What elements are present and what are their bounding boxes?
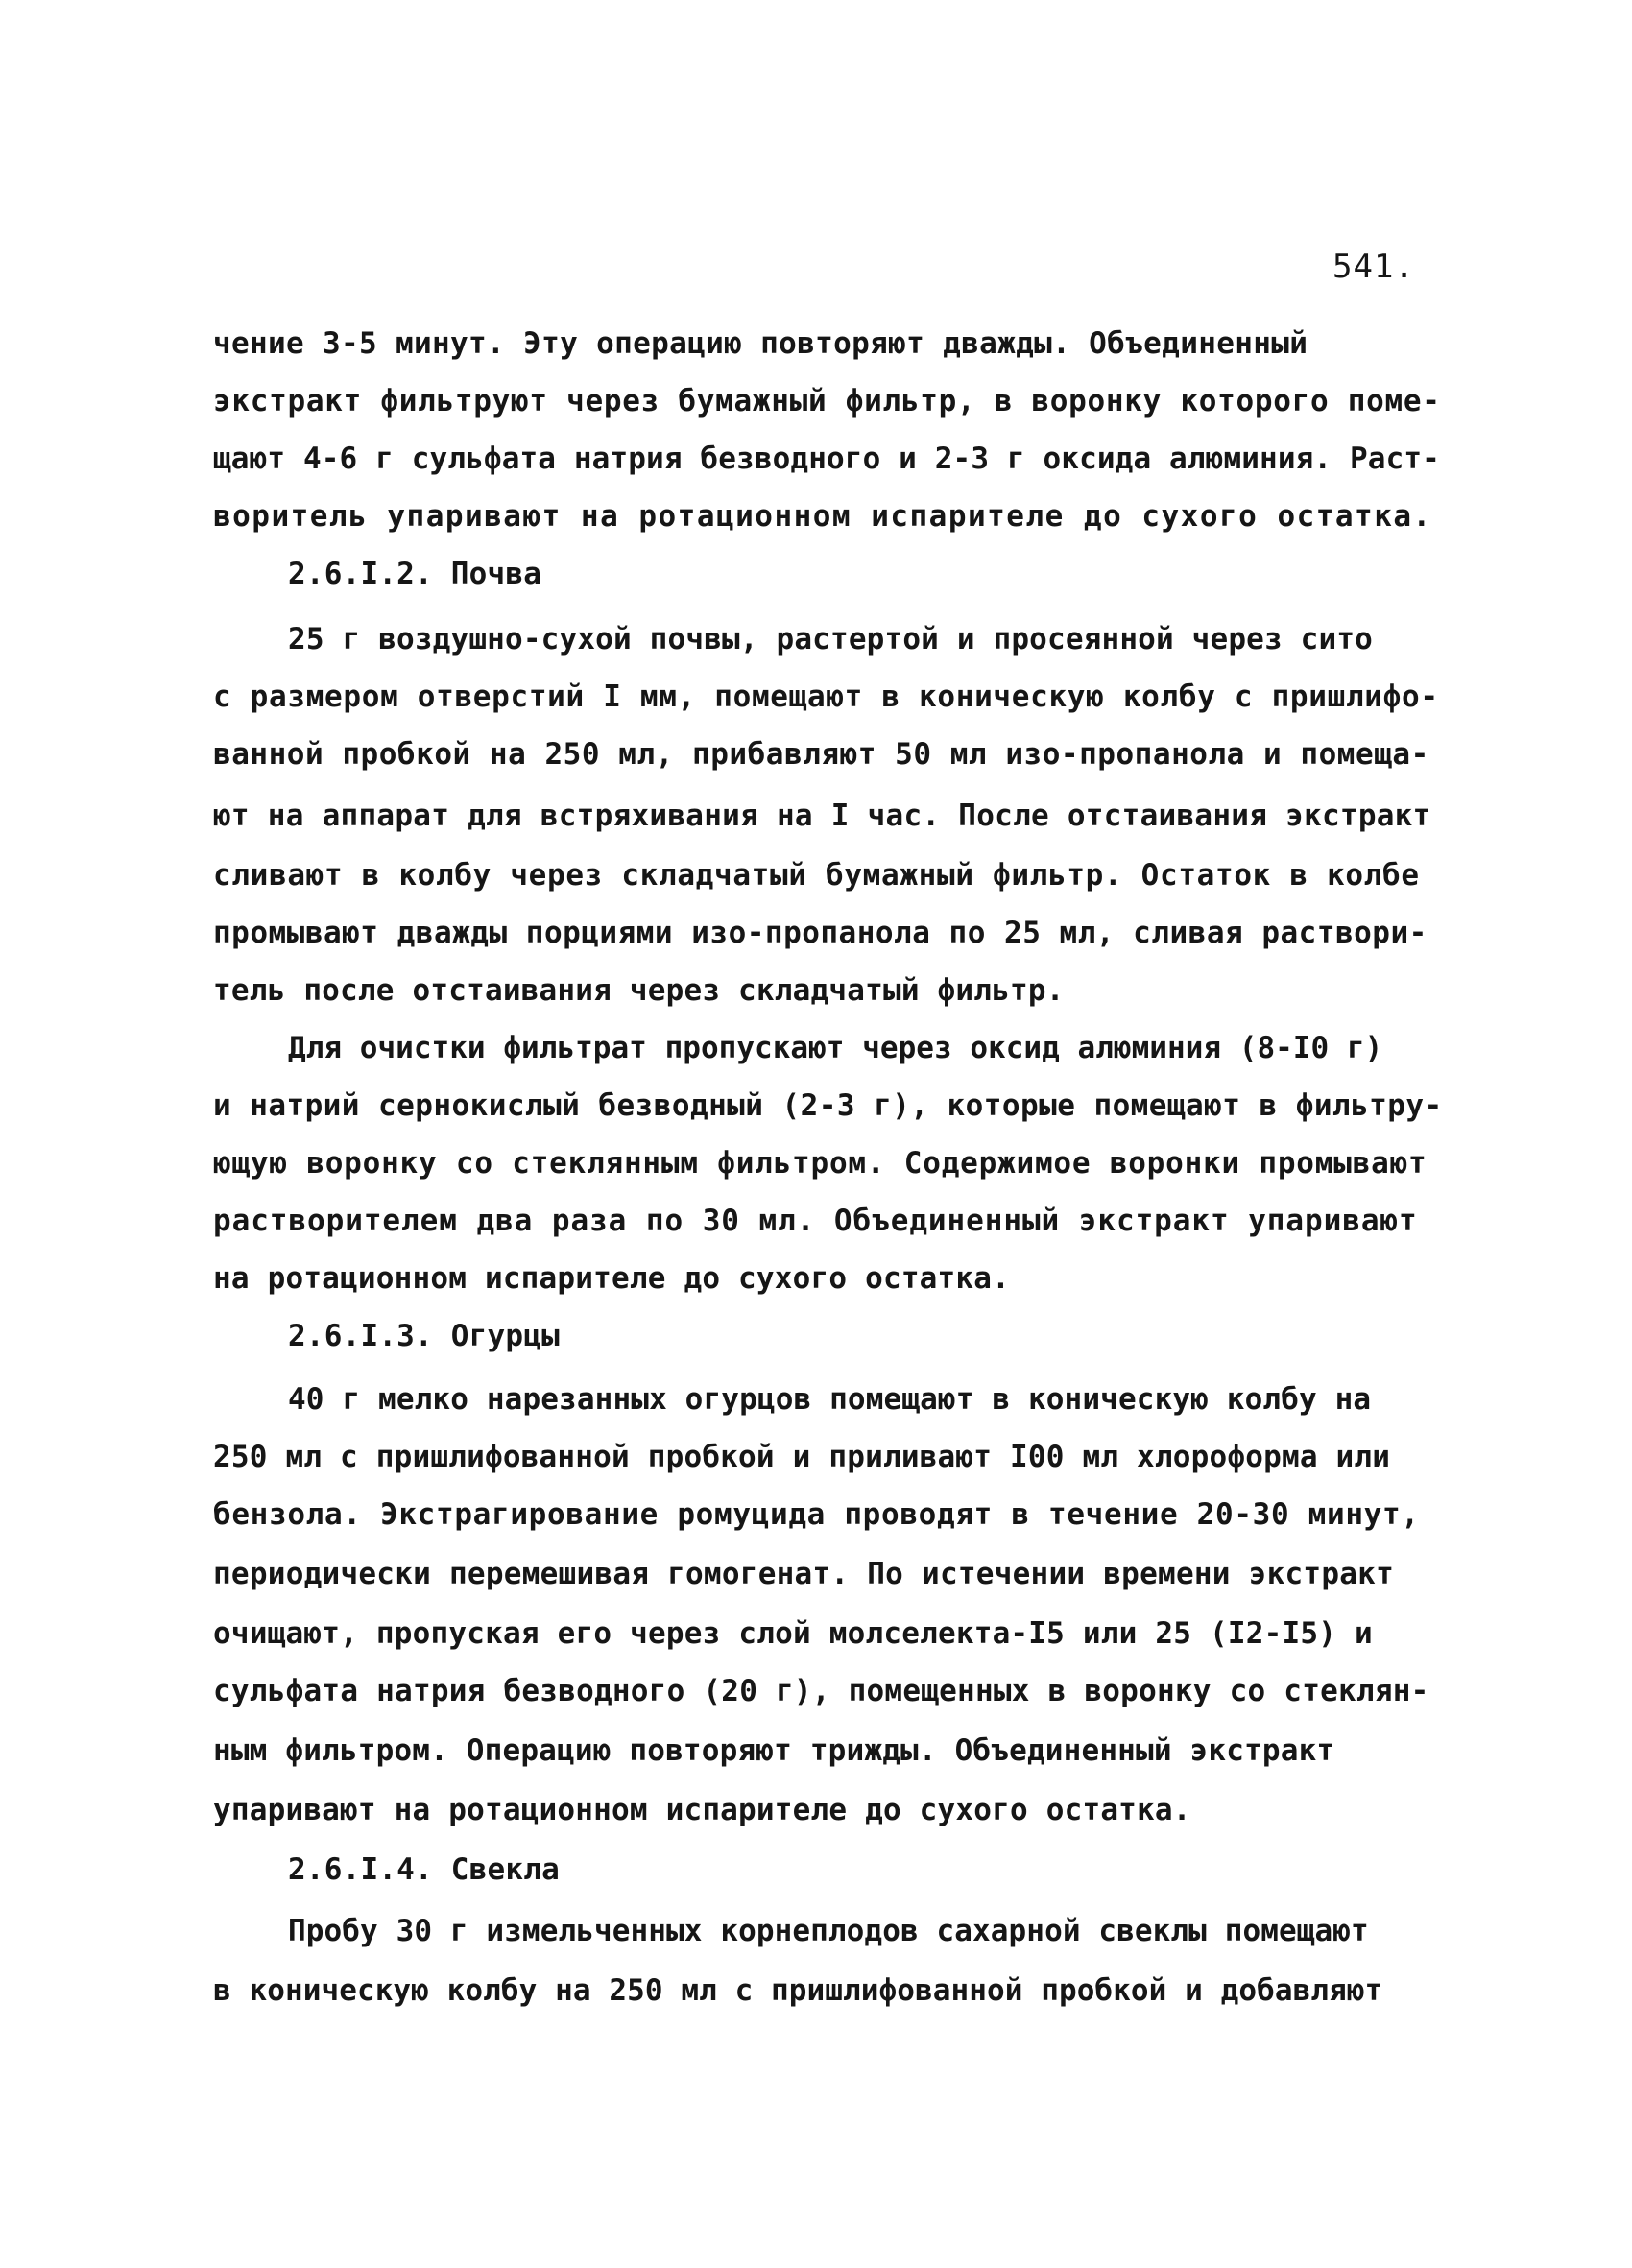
text-line: Для очистки фильтрат пропускают через оксид алюминия (8-I0 г) — [288, 1031, 1383, 1065]
text-line: растворителем два раза по 30 мл. Объединенный экстракт упаривают — [213, 1204, 1418, 1238]
text-line: сливают в колбу через складчатый бумажный фильтр. Остаток в колбе — [213, 858, 1420, 893]
text-line: тель после отстаивания через складчатый фильтр. — [213, 973, 1065, 1008]
section-heading: 2.6.I.2. Почва — [288, 557, 542, 591]
text-line: сульфата натрия безводного (20 г), помещенных в воронку со стеклян- — [213, 1674, 1429, 1708]
text-line: периодически перемешивая гомогенат. По истечении времени экстракт — [213, 1557, 1395, 1591]
text-line: упаривают на ротационном испарителе до сухого остатка. — [213, 1793, 1191, 1827]
text-line: промывают дважды порциями изо-пропанола по 25 мл, сливая раствори- — [213, 916, 1428, 950]
section-heading: 2.6.I.4. Свекла — [288, 1852, 560, 1887]
text-line: бензола. Экстрагирование ромуцида проводят в течение 20-30 минут, — [213, 1497, 1420, 1532]
text-line: чение 3-5 минут. Эту операцию повторяют дважды. Объединенный — [213, 326, 1308, 361]
text-line: ющую воронку со стеклянным фильтром. Содержимое воронки промывают — [213, 1146, 1428, 1181]
text-line: воритель упаривают на ротационном испарителе до сухого остатка. — [213, 499, 1432, 534]
text-line: щают 4-6 г сульфата натрия безводного и 2-3 г оксида алюминия. Раст- — [213, 442, 1440, 476]
text-line: ным фильтром. Операцию повторяют трижды. Объединенный экстракт — [213, 1733, 1335, 1768]
page-number: 541. — [1332, 248, 1415, 286]
text-line: ванной пробкой на 250 мл, прибавляют 50 мл изо-пропанола и помеща- — [213, 737, 1429, 772]
text-line: 40 г мелко нарезанных огурцов помещают в коническую колбу на — [288, 1382, 1372, 1417]
text-line: с размером отверстий I мм, помещают в коническую колбу с пришлифо- — [213, 680, 1439, 714]
text-line: ют на аппарат для встряхивания на I час. После отстаивания экстракт — [213, 799, 1431, 833]
text-line: экстракт фильтруют через бумажный фильтр, в воронку которого поме- — [213, 384, 1441, 418]
text-line: 25 г воздушно-сухой почвы, растертой и просеянной через сито — [288, 622, 1374, 657]
text-line: и натрий сернокислый безводный (2-3 г), которые помещают в фильтру- — [213, 1088, 1443, 1123]
section-heading: 2.6.I.3. Огурцы — [288, 1319, 560, 1353]
text-line: на ротационном испарителе до сухого остатка. — [213, 1261, 1010, 1296]
text-line: 250 мл с пришлифованной пробкой и приливают I00 мл хлороформа или — [213, 1440, 1391, 1474]
text-line: в коническую колбу на 250 мл с пришлифованной пробкой и добавляют — [213, 1973, 1383, 2008]
text-line: очищают, пропуская его через слой молселекта-I5 или 25 (I2-I5) и — [213, 1616, 1373, 1651]
text-line: Пробу 30 г измельченных корнеплодов сахарной свеклы помещают — [288, 1914, 1369, 1948]
